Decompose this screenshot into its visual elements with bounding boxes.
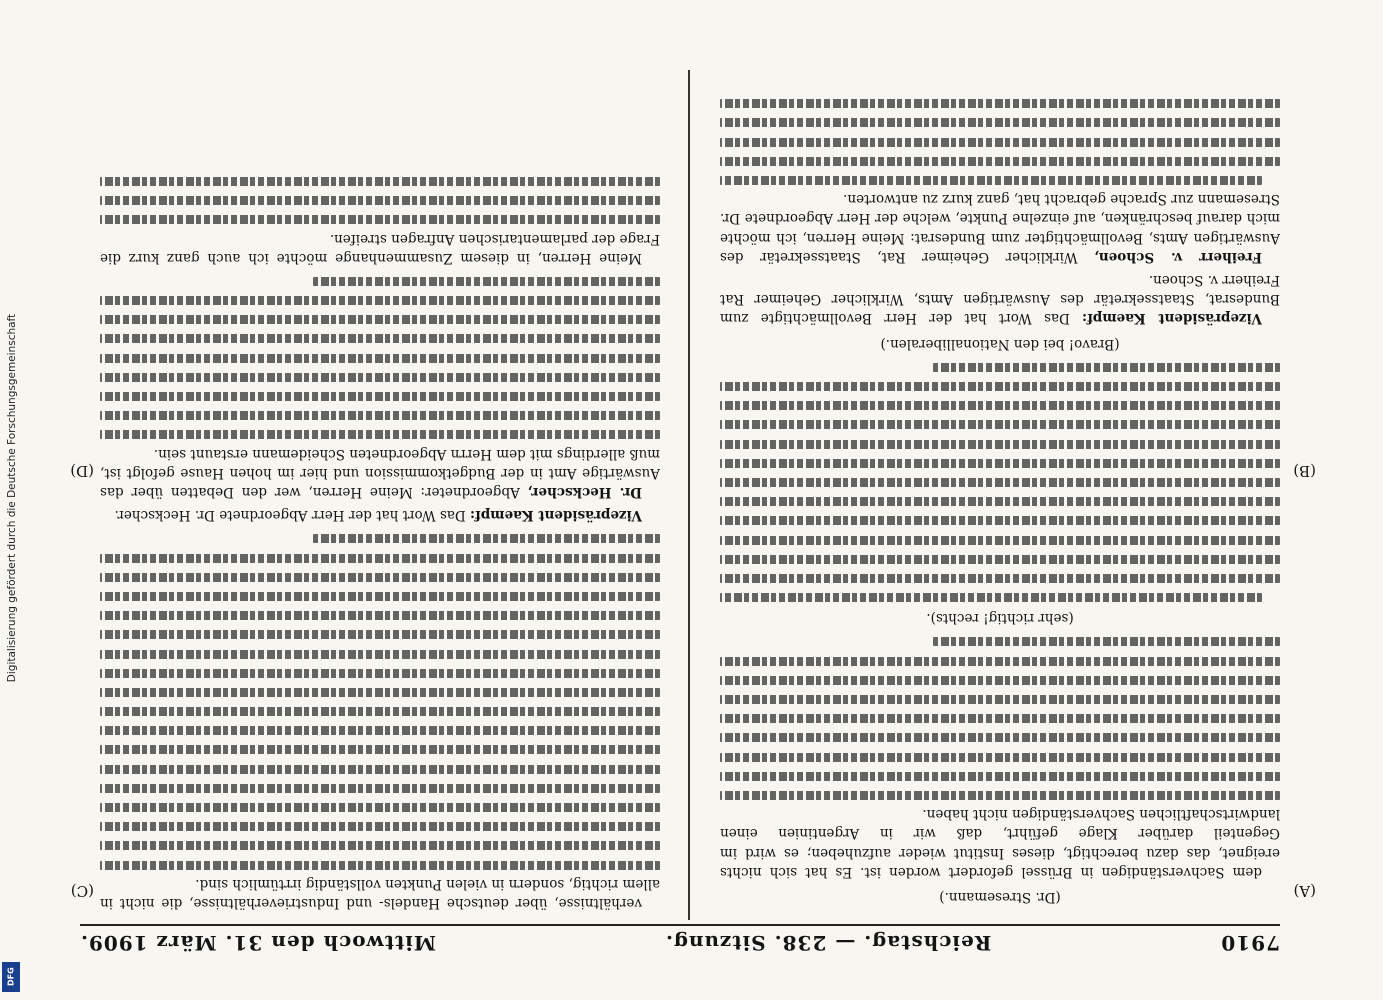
text-line bbox=[100, 630, 660, 639]
paragraph: dem Sachverständigen in Brüssel gefordert worden ist. Es hat sich nichts ereignet, das dazu berechtigt, dieses Institut wieder aufzuheben; es wird im Gegenteil darüber Klage geführt, daß wir in Argentinien einen landwirtschaftlichen Sachverständigen nicht haben. bbox=[720, 806, 1280, 880]
dfg-logo: DFG bbox=[2, 962, 20, 992]
text-line bbox=[100, 745, 660, 754]
paragraph bbox=[720, 189, 1280, 266]
text-line bbox=[100, 334, 660, 343]
text-line bbox=[100, 554, 660, 563]
paragraph: verhältnisse, über deutsche Handels- und Industrieverhältnisse, die nicht in allem richtig, sondern in vielen Punkten vollständig irrtümlich sind. bbox=[100, 875, 660, 911]
rotated-page-content bbox=[60, 60, 1320, 960]
text-line bbox=[720, 138, 1280, 147]
text-line bbox=[100, 841, 660, 850]
text-line bbox=[720, 401, 1280, 410]
text-line bbox=[100, 373, 660, 382]
text-line bbox=[100, 315, 660, 324]
text-line bbox=[100, 822, 660, 831]
text-line bbox=[313, 534, 660, 543]
speech-text: Abgeordneter: Meine Herren, wer den Debatten über das Auswärtige Amt in der Budgetkommission und hier im hohen Hause gefolgt ist, muß allerdings mit dem Herrn Abgeordneten Scheidemann erstaunt sein. bbox=[100, 445, 660, 501]
text-line bbox=[100, 650, 660, 659]
text-line bbox=[100, 177, 660, 186]
text-line bbox=[720, 714, 1280, 723]
speaker-name: Vizepräsident Kaempf: bbox=[469, 507, 642, 524]
interjection: (Bravo! bei den Nationalliberalen.) bbox=[880, 335, 1120, 352]
text-line bbox=[100, 726, 660, 735]
text-line bbox=[720, 516, 1280, 525]
paragraph: Meine Herren, in diesem Zusammenhange möchte ich auch ganz kurz die Frage der parlamentarischen Anfragen streifen. bbox=[100, 230, 660, 266]
text-line bbox=[313, 277, 660, 286]
text-line bbox=[720, 382, 1280, 391]
text-line bbox=[100, 430, 660, 439]
session-date: Mittwoch den 31. März 1909. bbox=[80, 931, 437, 955]
text-line bbox=[720, 99, 1280, 108]
text-line bbox=[720, 497, 1280, 506]
text-line bbox=[100, 354, 660, 363]
text-line bbox=[933, 637, 1280, 646]
text-line bbox=[720, 695, 1280, 704]
margin-marker-d: (D) bbox=[70, 462, 94, 480]
margin-marker-b: (B) bbox=[1293, 462, 1316, 480]
session-title: Reichstag. — 238. Sitzung. bbox=[665, 931, 992, 955]
margin-marker-a: (A) bbox=[1293, 882, 1316, 900]
digitization-credit bbox=[4, 20, 20, 980]
text-line bbox=[100, 592, 660, 601]
text-line bbox=[720, 772, 1280, 781]
text-line bbox=[100, 784, 660, 793]
text-line bbox=[720, 753, 1280, 762]
text-line bbox=[720, 593, 1262, 602]
speech-text: Das Wort hat der Herr Bevollmächtigte zum Bundesrat, Staatssekretär des Auswärtigen Amts, Wirklicher Geheimer Rat Freiherr v. Schoen. bbox=[720, 272, 1280, 327]
speaker-name: Dr. Heckscher, bbox=[527, 484, 642, 501]
text-line bbox=[720, 657, 1280, 666]
text-line bbox=[720, 791, 1280, 800]
left-column bbox=[720, 72, 1280, 912]
speaker-name: Freiherr v. Schoen, bbox=[1094, 248, 1262, 265]
digitization-credit-text: Digitalisierung gefördert durch die Deutsche Forschungsgemeinschaft bbox=[6, 313, 18, 683]
column-divider bbox=[688, 70, 690, 920]
page-number: 7910 bbox=[1220, 931, 1280, 955]
text-line bbox=[720, 157, 1280, 166]
margin-marker-c: (C) bbox=[70, 882, 94, 900]
text-line bbox=[720, 555, 1280, 564]
text-line bbox=[100, 411, 660, 420]
text-line bbox=[100, 861, 660, 870]
text-line bbox=[100, 196, 660, 205]
paragraph bbox=[720, 270, 1280, 328]
text-line bbox=[720, 478, 1280, 487]
text-line bbox=[720, 459, 1280, 468]
text-line bbox=[720, 733, 1280, 742]
text-line bbox=[100, 803, 660, 812]
paragraph bbox=[100, 505, 660, 524]
text-line bbox=[100, 611, 660, 620]
speech-text: Das Wort hat der Herr Abgeordnete Dr. Heckscher. bbox=[114, 507, 466, 524]
paragraph bbox=[100, 443, 660, 501]
right-column bbox=[100, 72, 660, 912]
text-line bbox=[100, 765, 660, 774]
text-line bbox=[100, 707, 660, 716]
speech-text: Wirklicher Geheimer Rat, Staatssekretär des Auswärtigen Amts, Bevollmächtigter zum Bundesrat: Meine Herren, ich möchte mich darauf beschränken, auf einzelne Punkte, welche der Herr Abgeordnete Dr. Stresemann zur Sprache gebracht hat, ganz kurz zu antworten. bbox=[720, 191, 1280, 265]
speaker-name: Vizepräsident Kaempf: bbox=[1082, 310, 1262, 327]
text-line bbox=[720, 676, 1280, 685]
text-line bbox=[720, 536, 1280, 545]
text-line bbox=[100, 215, 660, 224]
speaker-prefix: (Dr. Stresemann.) bbox=[939, 889, 1061, 905]
text-line bbox=[720, 440, 1280, 449]
text-line bbox=[933, 363, 1280, 372]
text-line bbox=[100, 669, 660, 678]
interjection: (sehr richtig! rechts). bbox=[926, 610, 1074, 627]
text-line bbox=[100, 688, 660, 697]
text-line bbox=[100, 573, 660, 582]
text-line bbox=[100, 392, 660, 401]
text-line bbox=[720, 176, 1262, 185]
running-head bbox=[80, 924, 1280, 960]
text-line bbox=[720, 420, 1280, 429]
text-line bbox=[720, 118, 1280, 127]
text-line bbox=[100, 296, 660, 305]
text-line bbox=[720, 574, 1280, 583]
